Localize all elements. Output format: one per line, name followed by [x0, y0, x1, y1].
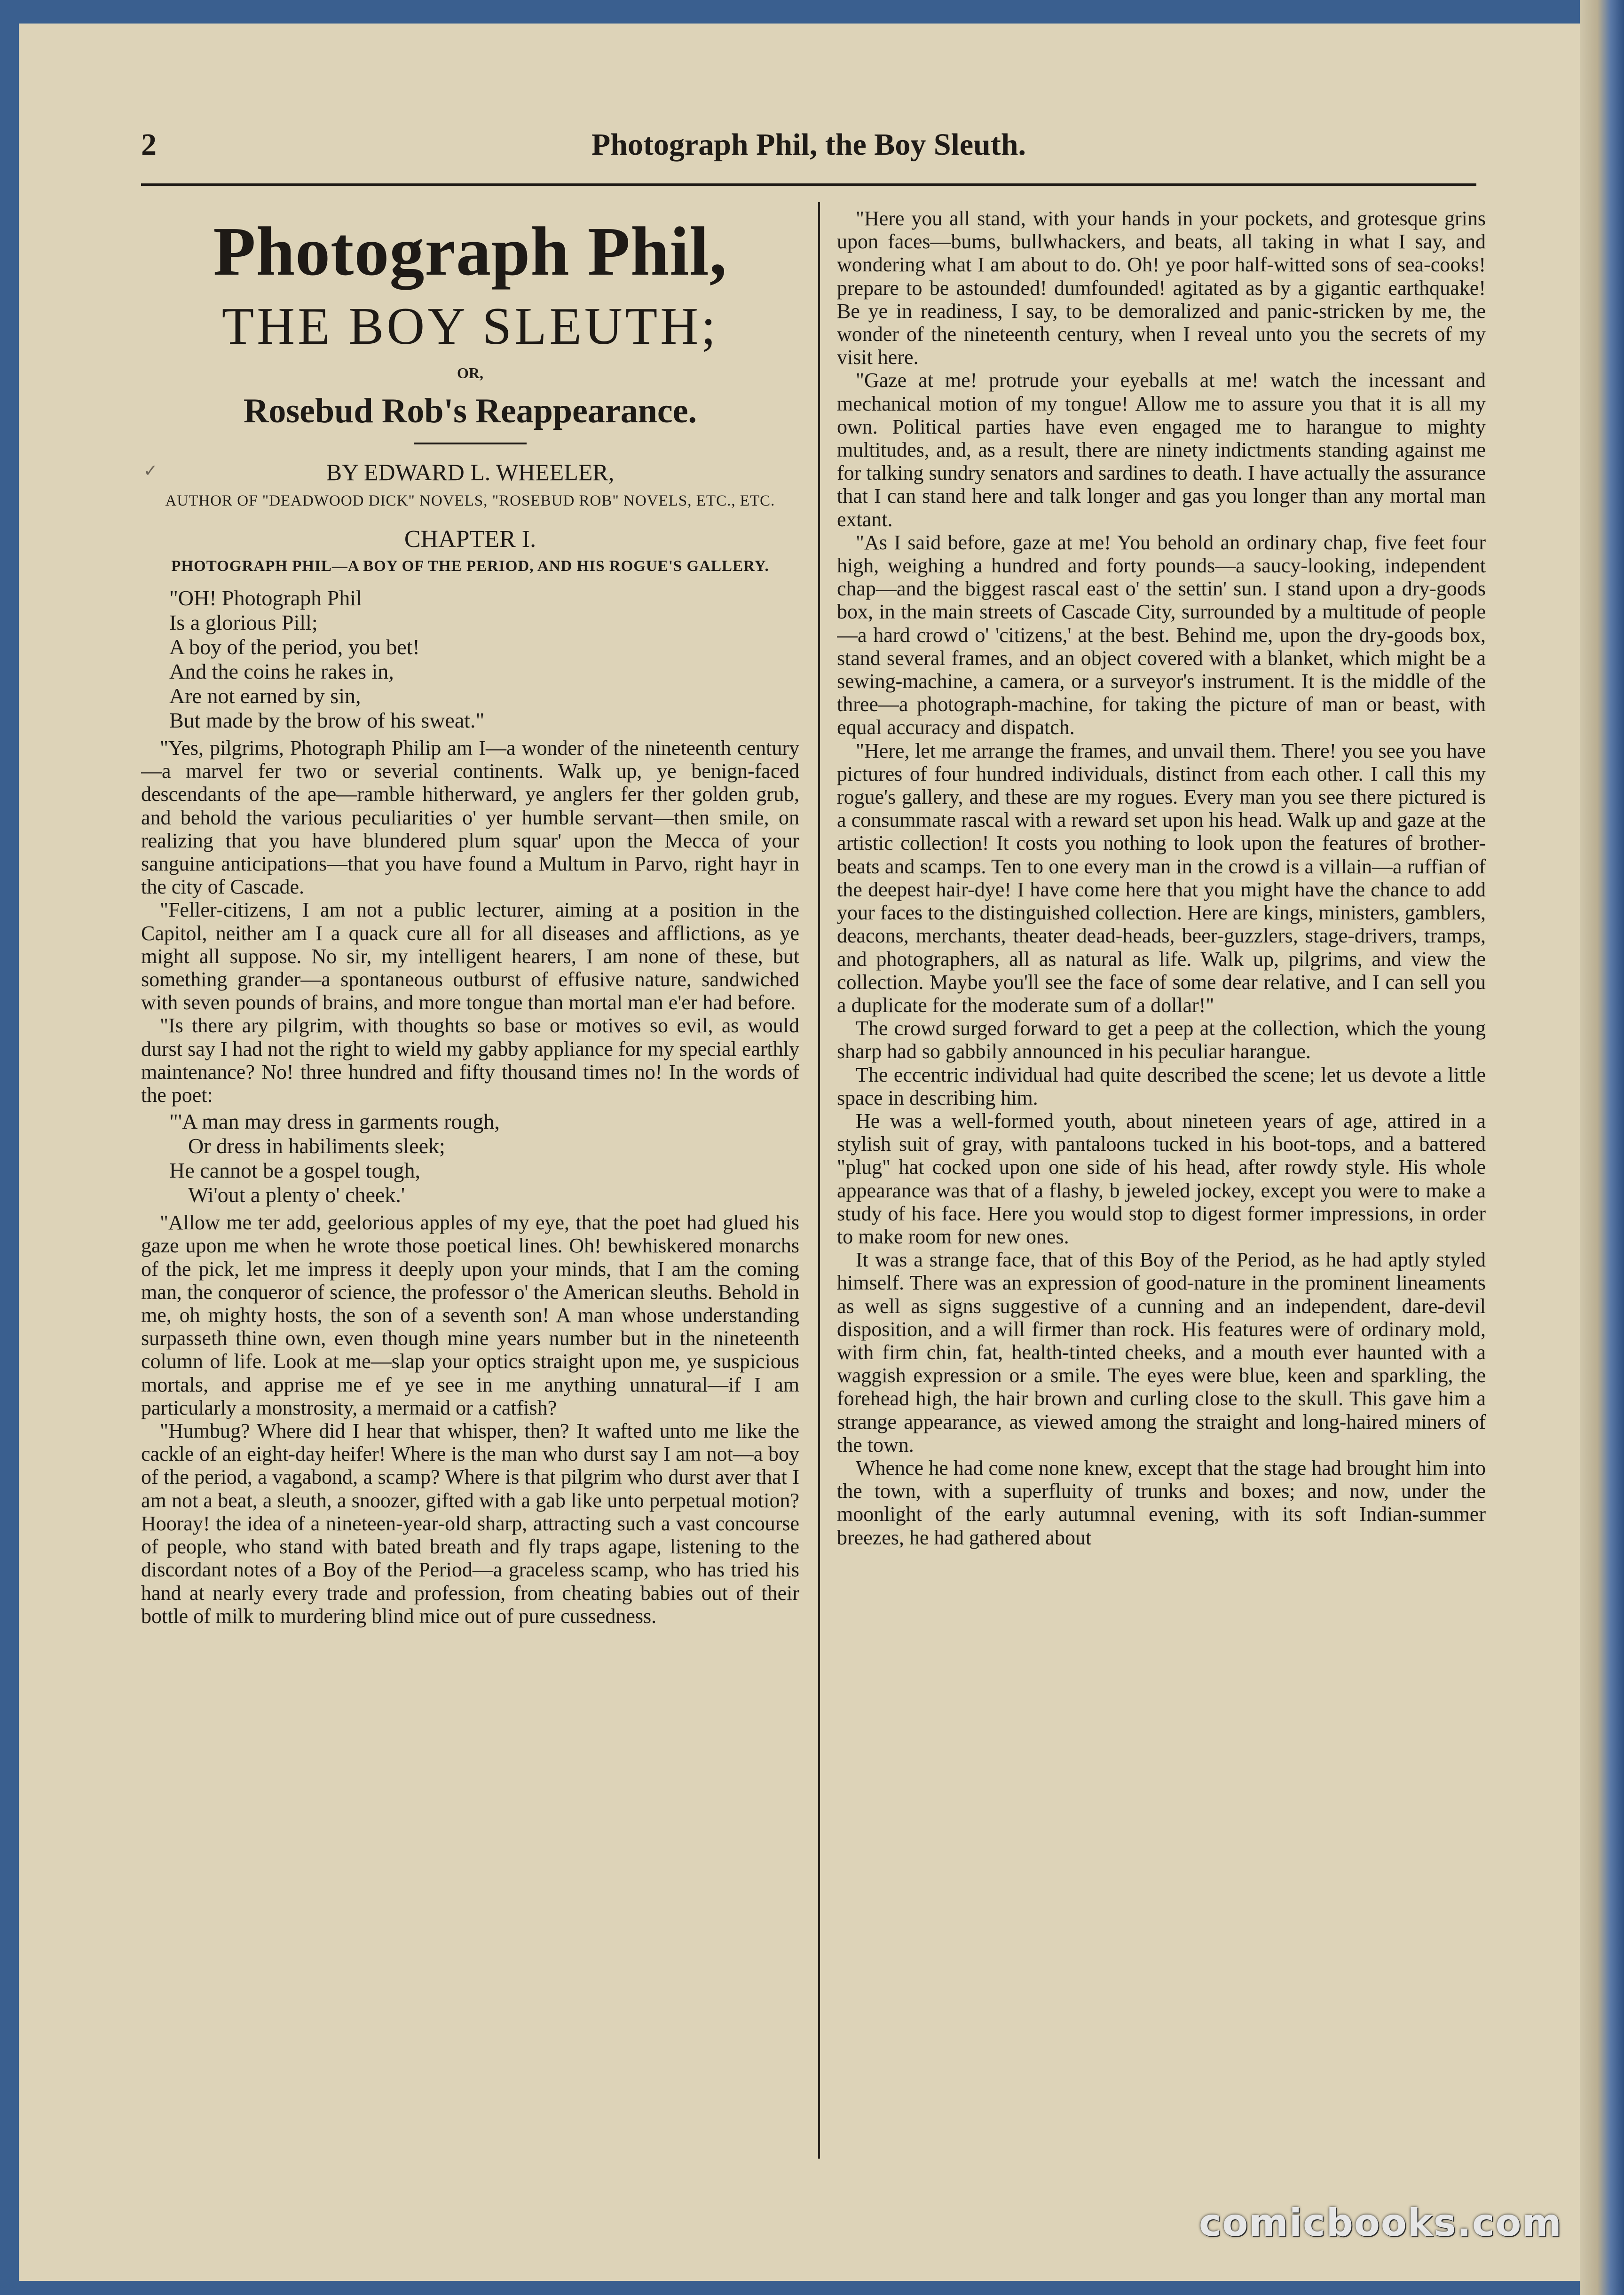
paragraph: "Yes, pilgrims, Photograph Philip am I—a wonder of the nineteenth century—a marvel fer two or severial continents. Walk up, ye benign-faced descendants of the ape—ramble hitherward, ye anglers fer ther golden grub, and behold the various peculiarities o' yer humble servant—then smile, on realizing that you have blundered plum squar' upon the Mecca of your sanguine anticipations—that you have found a Multum in Parvo, right hayr in the city of Cascade.	[141, 736, 799, 899]
paragraph: It was a strange face, that of this Boy of the Period, as he had aptly styled himself. There was an expression of good-nature in the prominent lineaments as well as signs suggestive of a cunning and an independent, dare-devil disposition, and a will firmer than rock. His features were of ordinary mold, with firm chin, fat, health-tinted cheeks, and a mouth ever haunted with a waggish expression or a smile. The eyes were blue, keen and sparkling, the forehead high, the hair brown and curling close to the skull. This gave him a strange appearance, as viewed among the straight and long-haired miners of the town.	[837, 1248, 1486, 1456]
paragraph: "Here you all stand, with your hands in your pockets, and grotesque grins upon faces—bums, bullwhackers, and beats, all taking in what I say, and wondering what I am about to do. Oh! ye poor half-witted sons of sea-cooks! prepare to be astounded! dumfounded! agitated as by a gigantic earthquake! Be ye in readiness, I say, to be demoralized and panic-stricken by me, the wonder of the nineteenth century, when I reveal unto you the secrets of my visit here.	[837, 207, 1486, 369]
left-column	[141, 202, 799, 2159]
paragraph: "Is there ary pilgrim, with thoughts so base or motives so evil, as would durst say I had not the right to wield my gabby appliance for my special earthly maintenance? No! three hundred and fifty thousand times no! In the words of the poet:	[141, 1014, 799, 1107]
story-subtitle: THE BOY SLEUTH;	[221, 297, 719, 356]
right-column	[837, 207, 1486, 2159]
chapter-title: PHOTOGRAPH PHIL—A BOY OF THE PERIOD, AND HIS ROGUE'S GALLERY.	[171, 558, 769, 575]
paragraph: Whence he had come none knew, except that the stage had brought him into the town, with a superfluity of trunks and boxes; and now, under the moonlight of the early autumnal evening, with its soft Indian-summer breezes, he had gathered about	[837, 1456, 1486, 1549]
verse-line: Or dress in habiliments sleek;	[188, 1134, 445, 1158]
paragraph: The crowd surged forward to get a peep at the collection, which the young sharp had so gabbily announced in his peculiar harangue.	[837, 1017, 1486, 1063]
paragraph: "Humbug? Where did I hear that whisper, then? It wafted unto me like the cackle of an eight-day heifer! Where is the man who durst say I am not—a boy of the period, a vagabond, a scamp? Where is that pilgrim who durst aver that I am not a beat, a sleuth, a snoozer, gifted with a gab like unto perpetual motion? Hooray! the idea of a nineteen-year-old sharp, attracting such a vast concourse of people, who stand with bated breath and fly traps agape, listening to the discordant notes of a Boy of the Period—a graceless scamp, who has tried his hand at nearly every trade and profession, from cheating babies out of their bottle of milk to murdering blind mice out of pure cussedness.	[141, 1419, 799, 1628]
poem-quote	[169, 1109, 799, 1207]
watermark-logo: comicbooks.com	[1199, 2201, 1562, 2245]
story-alt-title: Rosebud Rob's Reappearance.	[243, 392, 697, 430]
verse-line: "OH! Photograph Phil	[169, 586, 362, 610]
page-number: 2	[141, 127, 157, 162]
paragraph: "Gaze at me! protrude your eyeballs at me! watch the incessant and mechanical motion of my tongue! Allow me to assure you that it is all my own. Political parties have even engaged me to harangue to mighty multitudes, and, as a result, there are ninety indictments standing against me for talking sundry senators and sardines to death. I have actually the assurance that I can stand here and talk longer and gas you longer than any mortal man extant.	[837, 369, 1486, 531]
page-spine-edge	[1580, 0, 1624, 2295]
byline: BY EDWARD L. WHEELER,	[326, 459, 615, 485]
paragraph: "As I said before, gaze at me! You behold an ordinary chap, five feet four high, weighing a hundred and forty pounds—a saucy-looking, independent chap—and the biggest rascal east o' the settin' sun. I stand upon a dry-goods box, in the main streets of Cascade City, surrounded by a multitude of people—a hard crowd o' 'citizens,' at the best. Behind me, upon the dry-goods box, stand several frames, and an object covered with a blanket, which might be a sewing-machine, a camera, or a surveyor's instrument. It is the middle of the three—a photograph-machine, for taking the picture of man or beast, with equal accuracy and dispatch.	[837, 530, 1486, 739]
paragraph: "Allow me ter add, geelorious apples of my eye, that the poet had glued his gaze upon me when he wrote those poetical lines. Oh! bewhiskered monarchs of the pick, let me impress it deeply upon your minds, that I am the coming man, the conqueror of science, the professor o' the American sleuths. Behold in me, oh mighty hosts, the son of a seventh son! A man whose understanding surpasseth thine own, even though mine years number but in the nineteenth column of life. Look at me—slap your optics straight upon me, ye suspicious mortals, and apprise me ef ye see in me anything unnatural—if I am particularly a monstrosity, a mermaid or a catfish?	[141, 1211, 799, 1419]
chapter-number: CHAPTER I.	[404, 526, 536, 553]
verse-line: "'A man may dress in garments rough,	[169, 1109, 500, 1134]
paragraph: "Feller-citizens, I am not a public lecturer, aiming at a position in the Capitol, neither am I a quack cure all for all diseases and afflictions, as ye might all suppose. No sir, my intelligent hearers, I am none of these, but something grander—a spontaneous outburst of effusive nature, sandwiched with seven pounds of brains, and more tongue than mortal man e'er had before.	[141, 898, 799, 1014]
opening-verse	[169, 586, 799, 733]
verse-line: A boy of the period, you bet!	[169, 635, 420, 659]
title-divider	[414, 443, 527, 444]
verse-line: But made by the brow of his sweat."	[169, 708, 485, 732]
verse-line: He cannot be a gospel tough,	[169, 1158, 420, 1183]
verse-line: Are not earned by sin,	[169, 684, 361, 708]
paragraph: "Here, let me arrange the frames, and unvail them. There! you see you have pictures of four hundred individuals, distinct from each other. I call this my rogue's gallery, and these are my rogues. Every man you see there pictured is a consummate rascal with a reward set upon his head. Walk up and gaze at the artistic collection! It costs you nothing to look upon the features of brother-beats and scamps. Ten to one every man in the crowd is a villain—a ruffian of the deepest hair-dye! I have come here that you might have the chance to add your faces to the distinguished collection. Here are kings, ministers, gamblers, deacons, merchants, theater dead-heads, beer-guzzlers, stage-drivers, tramps, and photographers, all as natural as life. Walk up, pilgrims, and view the collection. Maybe you'll see the face of some dear relative, and I can sell you a duplicate for the moderate sum of a dollar!"	[837, 739, 1486, 1017]
paragraph: He was a well-formed youth, about nineteen years of age, attired in a stylish suit of gray, with pantaloons tucked in his boot-tops, and a battered "plug" hat cocked upon one side of his head, after rowdy style. His whole appearance was that of a flashy, b jeweled jockey, except you were to make a study of his face. Here you would stop to digest former impressions, in order to make room for new ones.	[837, 1109, 1486, 1248]
paragraph: The eccentric individual had quite described the scene; let us devote a little space in describing him.	[837, 1063, 1486, 1109]
column-divider	[818, 202, 820, 2159]
verse-line: Wi'out a plenty o' cheek.'	[188, 1183, 405, 1207]
verse-line: Is a glorious Pill;	[169, 610, 318, 634]
story-title: Photograph Phil,	[213, 213, 727, 290]
running-title: Photograph Phil, the Boy Sleuth.	[591, 127, 1026, 162]
verse-line: And the coins he rakes in,	[169, 659, 394, 683]
title-or: OR,	[457, 364, 483, 381]
print-speck: ✓	[143, 461, 158, 480]
page-header	[141, 127, 1476, 186]
author-note: AUTHOR OF "DEADWOOD DICK" NOVELS, "ROSEBUD ROB" NOVELS, ETC., ETC.	[165, 492, 775, 509]
